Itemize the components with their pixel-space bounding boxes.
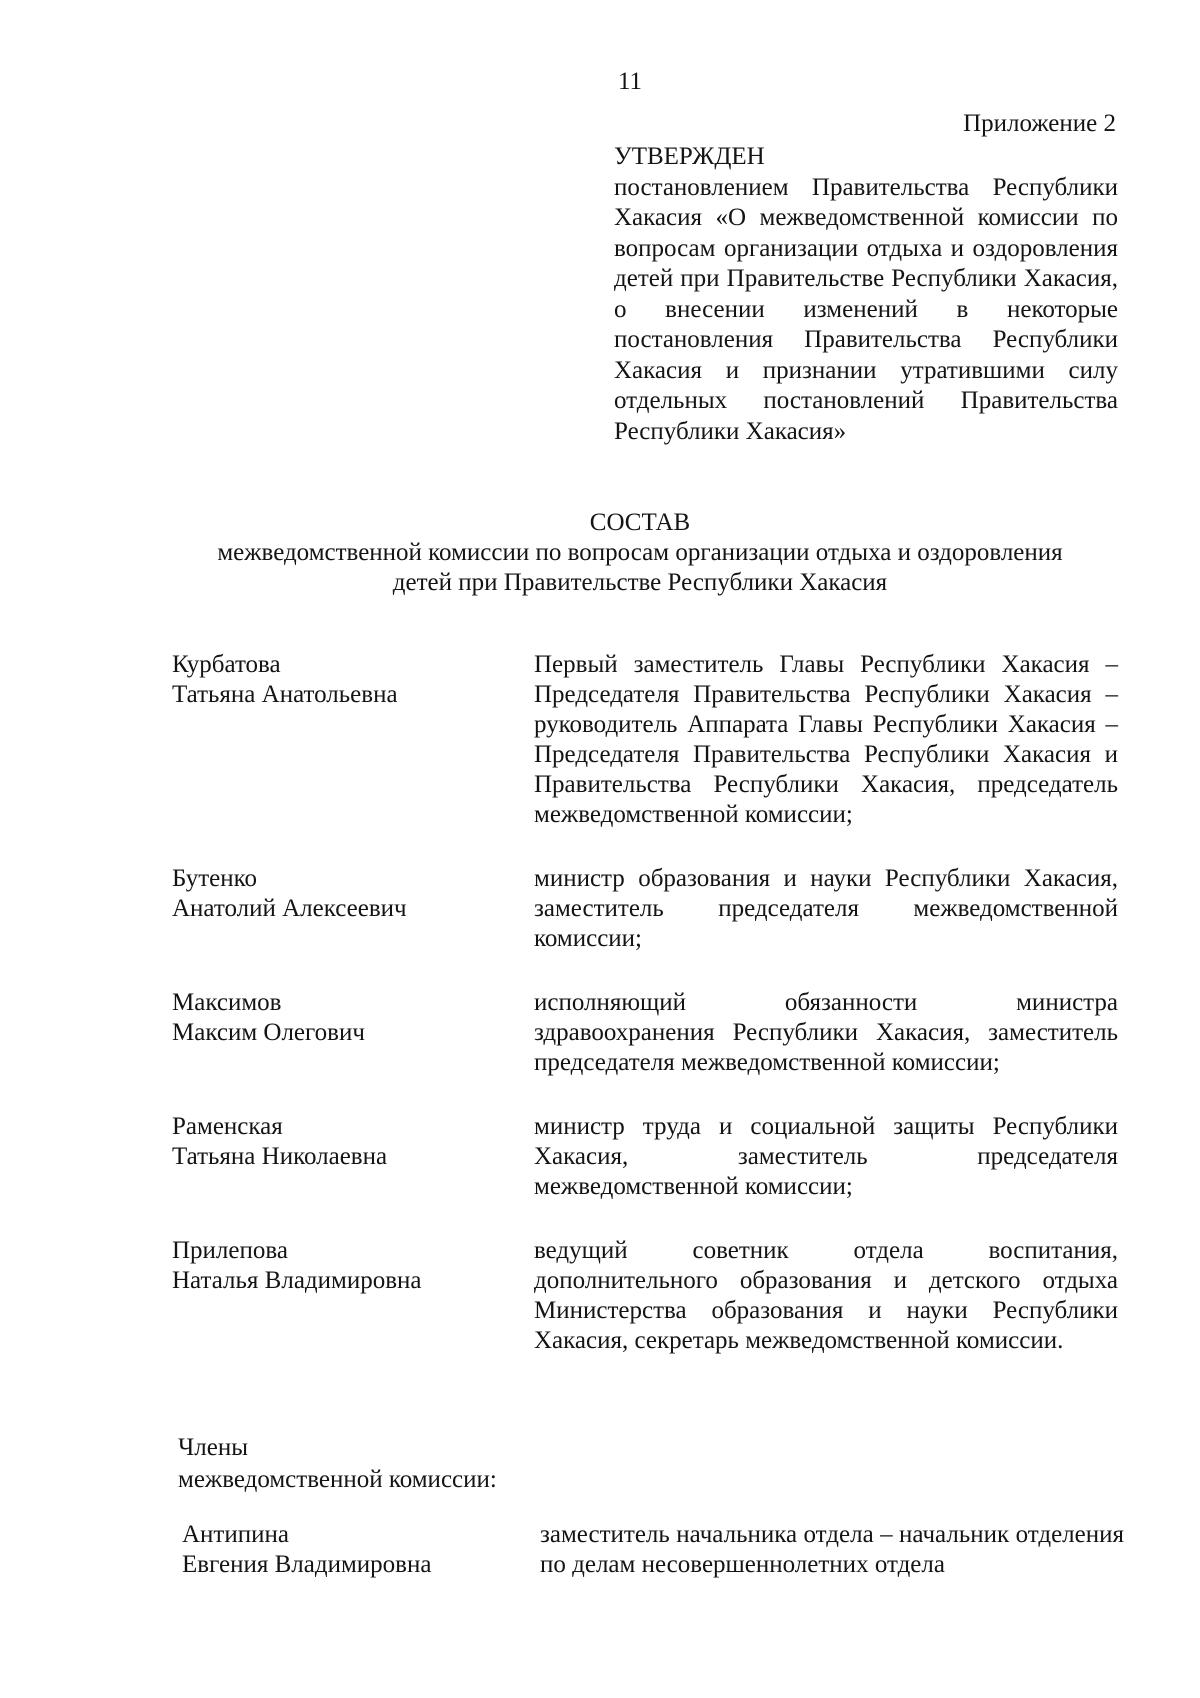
member-role: исполняющий обязанности министра здравоохранения Республики Хакасия, заместитель председателя межведомственной комиссии; <box>534 989 1118 1076</box>
members-section-line2: межведомственной комиссии: <box>178 1466 497 1493</box>
member-name <box>172 864 512 924</box>
member-given-name: Татьяна Николаевна <box>172 1143 388 1170</box>
member-surname: Раменская <box>172 1113 283 1140</box>
member-surname: Максимов <box>172 989 282 1016</box>
member-given-name: Наталья Владимировна <box>172 1267 422 1294</box>
member-name <box>172 1112 512 1172</box>
page-number: 11 <box>617 68 643 95</box>
members-section-line1: Члены <box>178 1434 248 1461</box>
member-given-name: Анатолий Алексеевич <box>172 895 407 922</box>
member-name <box>172 988 512 1048</box>
member-name <box>182 1520 522 1580</box>
members-section-label <box>178 1432 578 1496</box>
member-role: заместитель начальника отдела – начальник отделения по делам несовершеннолетних отдела <box>540 1521 1124 1578</box>
member-surname: Бутенко <box>172 865 258 892</box>
approval-text: постановлением Правительства Республики Хакасия «О межведомственной комиссии по вопросам организации отдыха и оздоровления детей при Правительстве Республики Хакасия, о внесении изменений в некоторые постановления Правительства Республики Хакасия и признании утратившими силу отдельных постановлений Правительства Республики Хакасия» <box>614 173 1118 445</box>
member-name <box>172 1236 512 1296</box>
member-surname: Прилепова <box>172 1237 288 1264</box>
member-given-name: Евгения Владимировна <box>182 1551 432 1578</box>
member-role: министр образования и науки Республики Хакасия, заместитель председателя межведомственной комиссии; <box>534 865 1118 952</box>
member-role: Первый заместитель Главы Республики Хакасия – Председателя Правительства Республики Хакасия – руководитель Аппарата Главы Республики Хакасия – Председателя Правительства Республики Хакасия и Правительства Республики Хакасия, председатель межведомственной комиссии; <box>534 651 1118 828</box>
appendix-label: Приложение 2 <box>963 110 1116 137</box>
approval-heading: УТВЕРЖДЕН <box>614 143 765 170</box>
approval-block <box>614 142 1118 447</box>
title-subtitle: межведомственной комиссии по вопросам организации отдыха и оздоровления детей при Правительстве Республики Хакасия <box>217 539 1063 596</box>
member-name <box>172 650 512 710</box>
member-role: ведущий советник отдела воспитания, дополнительного образования и детского отдыха Министерства образования и науки Республики Хакасия, секретарь межведомственной комиссии. <box>534 1237 1118 1354</box>
member-surname: Антипина <box>182 1521 289 1548</box>
document-title <box>120 508 1160 598</box>
title-main: СОСТАВ <box>589 509 691 536</box>
member-surname: Курбатова <box>172 651 281 678</box>
member-given-name: Татьяна Анатольевна <box>172 681 398 708</box>
member-role: министр труда и социальной защиты Республики Хакасия, заместитель председателя межведомственной комиссии; <box>534 1113 1118 1200</box>
member-given-name: Максим Олегович <box>172 1019 365 1046</box>
